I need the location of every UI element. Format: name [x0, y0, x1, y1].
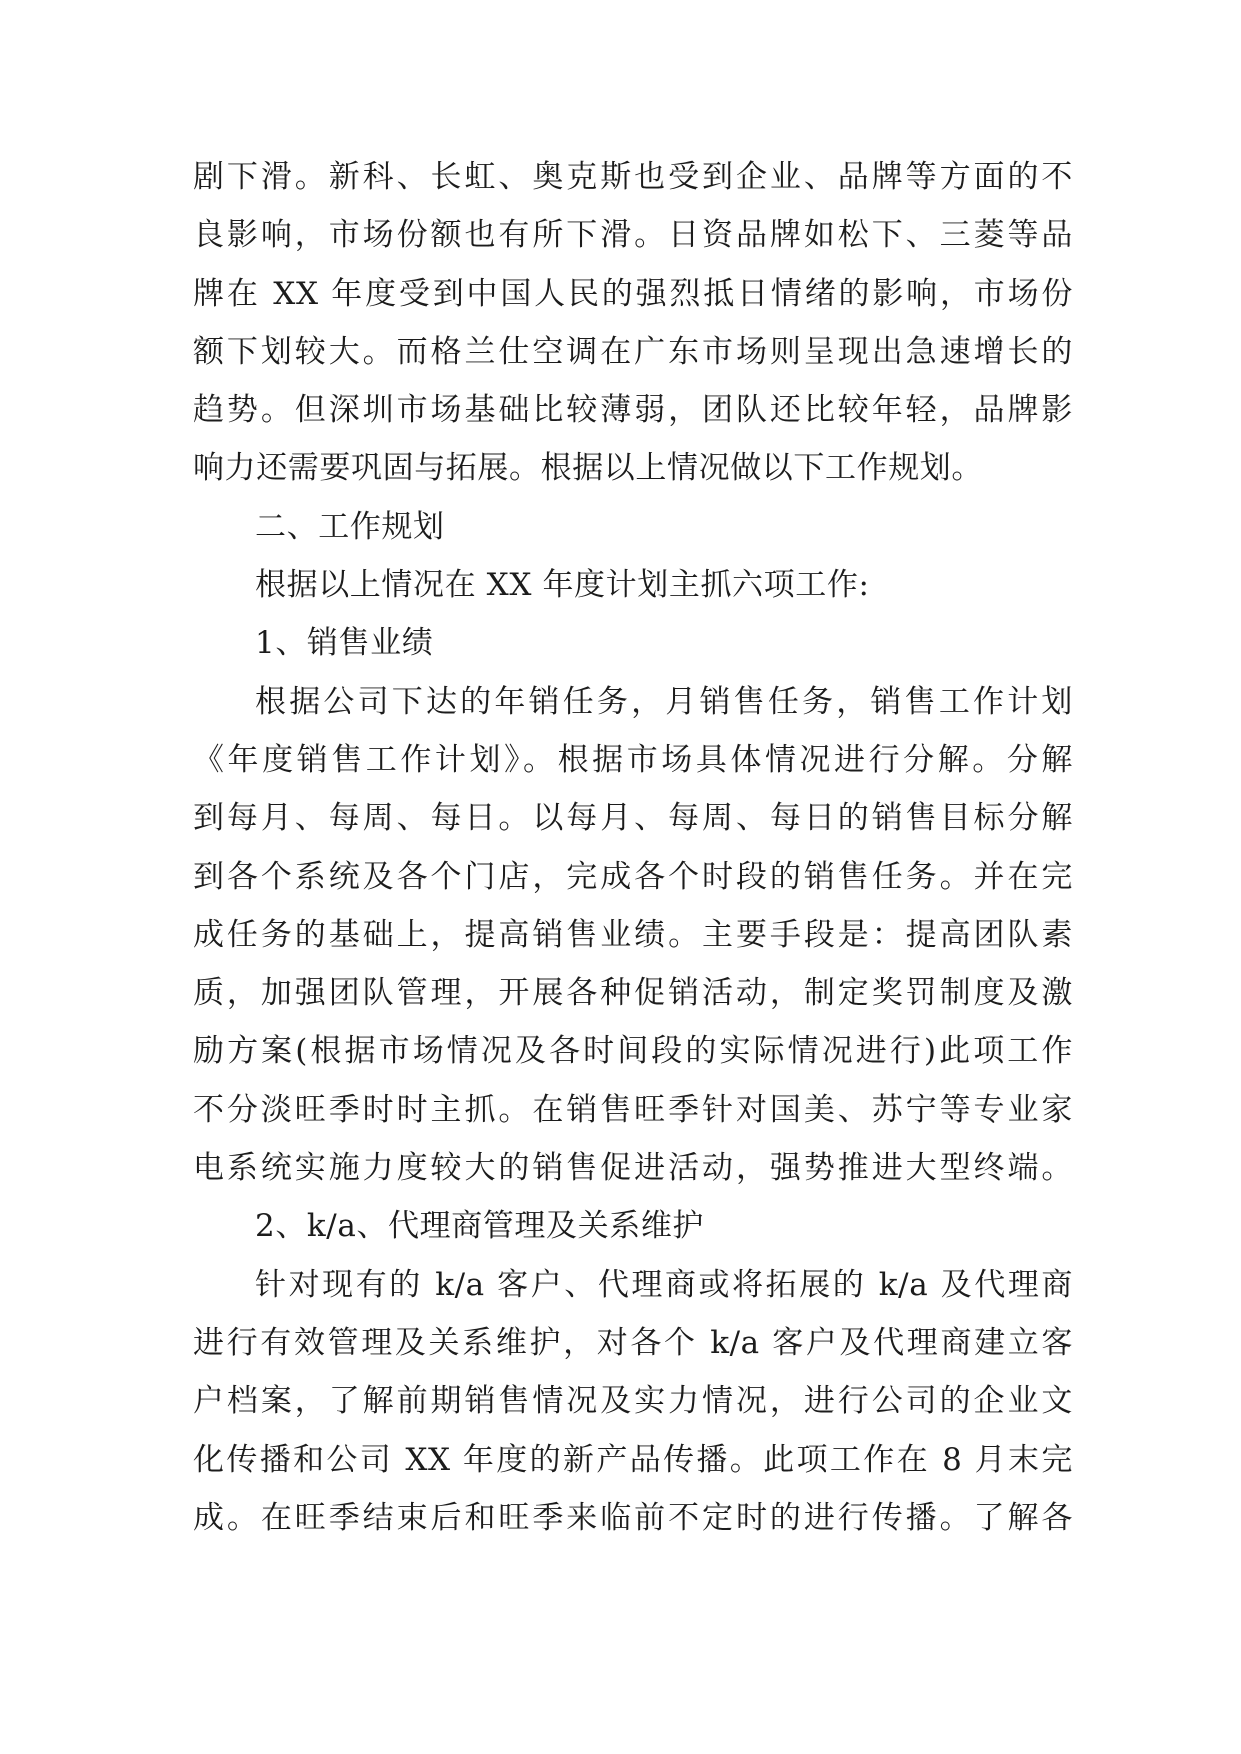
section-heading: 二、工作规划 [255, 508, 445, 545]
text-line: 根据公司下达的年销任务，月销售任务，销售工作计划 [255, 683, 1073, 720]
text-line: 进行有效管理及关系维护，对各个 k/a 客户及代理商建立客 [193, 1324, 1073, 1361]
text-line: 电系统实施力度较大的销售促进活动，强势推进大型终端。 [193, 1150, 1073, 1187]
text-line: 到每月、每周、每日。以每月、每周、每日的销售目标分解 [193, 800, 1073, 837]
text-line: 针对现有的 k/a 客户、代理商或将拓展的 k/a 及代理商 [255, 1266, 1073, 1303]
text-line: 到各个系统及各个门店，完成各个时段的销售任务。并在完 [193, 858, 1073, 895]
text-line: 励方案(根据市场情况及各时间段的实际情况进行)此项工作 [193, 1033, 1073, 1070]
text-line: 《年度销售工作计划》。根据市场具体情况进行分解。分解 [193, 741, 1073, 778]
text-line: 良影响，市场份额也有所下滑。日资品牌如松下、三菱等品 [193, 217, 1073, 254]
document-body [193, 148, 1073, 1547]
text-line: 成。在旺季结束后和旺季来临前不定时的进行传播。了解各 [193, 1499, 1073, 1536]
text-line: 趋势。但深圳市场基础比较薄弱，团队还比较年轻，品牌影 [193, 392, 1073, 429]
text-line: 响力还需要巩固与拓展。根据以上情况做以下工作规划。 [193, 450, 983, 487]
text-line: 剧下滑。新科、长虹、奥克斯也受到企业、品牌等方面的不 [193, 159, 1073, 195]
text-line: 户档案，了解前期销售情况及实力情况，进行公司的企业文 [193, 1383, 1073, 1420]
text-line: 牌在 XX 年度受到中国人民的强烈抵日情绪的影响，市场份 [193, 275, 1073, 312]
text-line: 不分淡旺季时时主抓。在销售旺季针对国美、苏宁等专业家 [193, 1091, 1073, 1128]
subsection-heading: 2、k/a、代理商管理及关系维护 [255, 1208, 705, 1245]
text-line: 成任务的基础上，提高销售业绩。主要手段是：提高团队素 [193, 916, 1073, 953]
subsection-heading: 1、销售业绩 [255, 625, 434, 662]
text-line: 化传播和公司 XX 年度的新产品传播。此项工作在 8 月末完 [193, 1441, 1073, 1478]
text-line: 根据以上情况在 XX 年度计划主抓六项工作: [255, 567, 870, 604]
text-line: 额下划较大。而格兰仕空调在广东市场则呈现出急速增长的 [193, 333, 1073, 370]
text-line: 质，加强团队管理，开展各种促销活动，制定奖罚制度及激 [193, 975, 1073, 1012]
